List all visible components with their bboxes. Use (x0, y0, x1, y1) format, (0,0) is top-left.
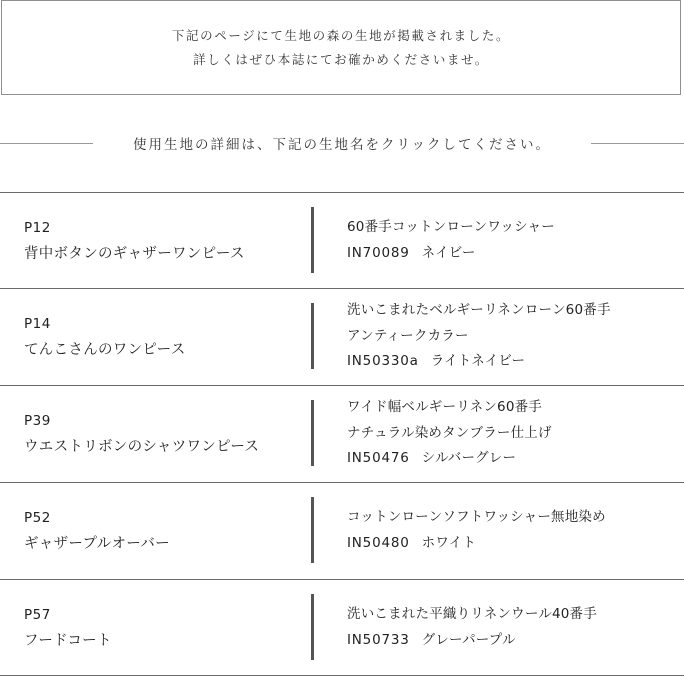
page-number: P12 (24, 219, 51, 236)
section-heading (0, 132, 684, 154)
fabric-code-line (347, 446, 677, 472)
heading-rule-left (0, 143, 93, 144)
garment-info (24, 289, 304, 384)
fabric-link-in50476[interactable] (347, 386, 677, 481)
fabric-name-line: 洗いこまれた平織りリネンウール40番手 (347, 606, 597, 622)
garment-info (24, 483, 304, 578)
garment-name: 背中ボタンのギャザーワンピース (24, 245, 245, 262)
garment-info (24, 193, 304, 288)
fabric-code-line (347, 241, 677, 267)
garment-info (24, 580, 304, 675)
page-number: P14 (24, 315, 51, 332)
fabric-link-in50480[interactable] (347, 483, 677, 578)
garment-name: フードコート (24, 632, 112, 649)
notice-line-2: 詳しくはぜひ本誌にてお確かめくださいませ。 (193, 51, 489, 67)
page-number: P39 (24, 412, 51, 429)
notice-box (1, 0, 681, 95)
fabric-name-line: 60番手コットンローンワッシャー (347, 219, 555, 235)
fabric-code-line (347, 349, 677, 375)
fabric-code: IN50330a (347, 353, 419, 370)
fabric-name-line: ナチュラル染めタンブラー仕上げ (347, 424, 552, 441)
fabric-name-line: コットンローンソフトワッシャー無地染め (347, 509, 606, 525)
column-divider (311, 594, 314, 660)
heading-rule-right (591, 143, 684, 144)
garment-name: ウエストリボンのシャツワンピース (24, 438, 260, 455)
fabric-code: IN50480 (347, 534, 410, 551)
column-divider (311, 400, 314, 466)
fabric-code-line (347, 531, 677, 557)
garment-info (24, 386, 304, 481)
page-number: P52 (24, 509, 51, 526)
fabric-row-p39 (0, 385, 684, 481)
fabric-row-p14 (0, 288, 684, 384)
column-divider (311, 497, 314, 563)
fabric-color: ライトネイビー (430, 353, 526, 370)
garment-name: てんこさんのワンピース (24, 341, 186, 358)
page-number: P57 (24, 606, 51, 623)
fabric-name-line: アンティークカラー (347, 327, 469, 344)
notice-line-1: 下記のページにて生地の森の生地が掲載されました。 (171, 27, 511, 43)
fabric-color: シルバーグレー (421, 450, 517, 467)
heading-text: 使用生地の詳細は、下記の生地名をクリックしてください。 (133, 137, 551, 153)
fabric-link-in50733[interactable] (347, 580, 677, 675)
fabric-code: IN50476 (347, 450, 410, 467)
fabric-color: グレーパープル (421, 631, 516, 648)
column-divider (311, 207, 314, 273)
garment-name: ギャザープルオーバー (24, 535, 170, 552)
fabric-color: ホワイト (421, 534, 477, 551)
fabric-row-p12 (0, 192, 684, 288)
fabric-code: IN50733 (347, 631, 410, 648)
fabric-name-line: ワイド幅ベルギーリネン60番手 (347, 399, 543, 416)
fabric-code: IN70089 (347, 244, 410, 261)
fabric-name-line: 洗いこまれたベルギーリネンローン60番手 (347, 302, 611, 319)
fabric-link-in70089[interactable] (347, 193, 677, 288)
fabric-link-in50330a[interactable] (347, 289, 677, 384)
fabric-code-line (347, 628, 677, 654)
fabric-row-p57 (0, 579, 684, 676)
fabric-color: ネイビー (421, 244, 476, 261)
fabric-row-p52 (0, 482, 684, 578)
column-divider (311, 303, 314, 369)
